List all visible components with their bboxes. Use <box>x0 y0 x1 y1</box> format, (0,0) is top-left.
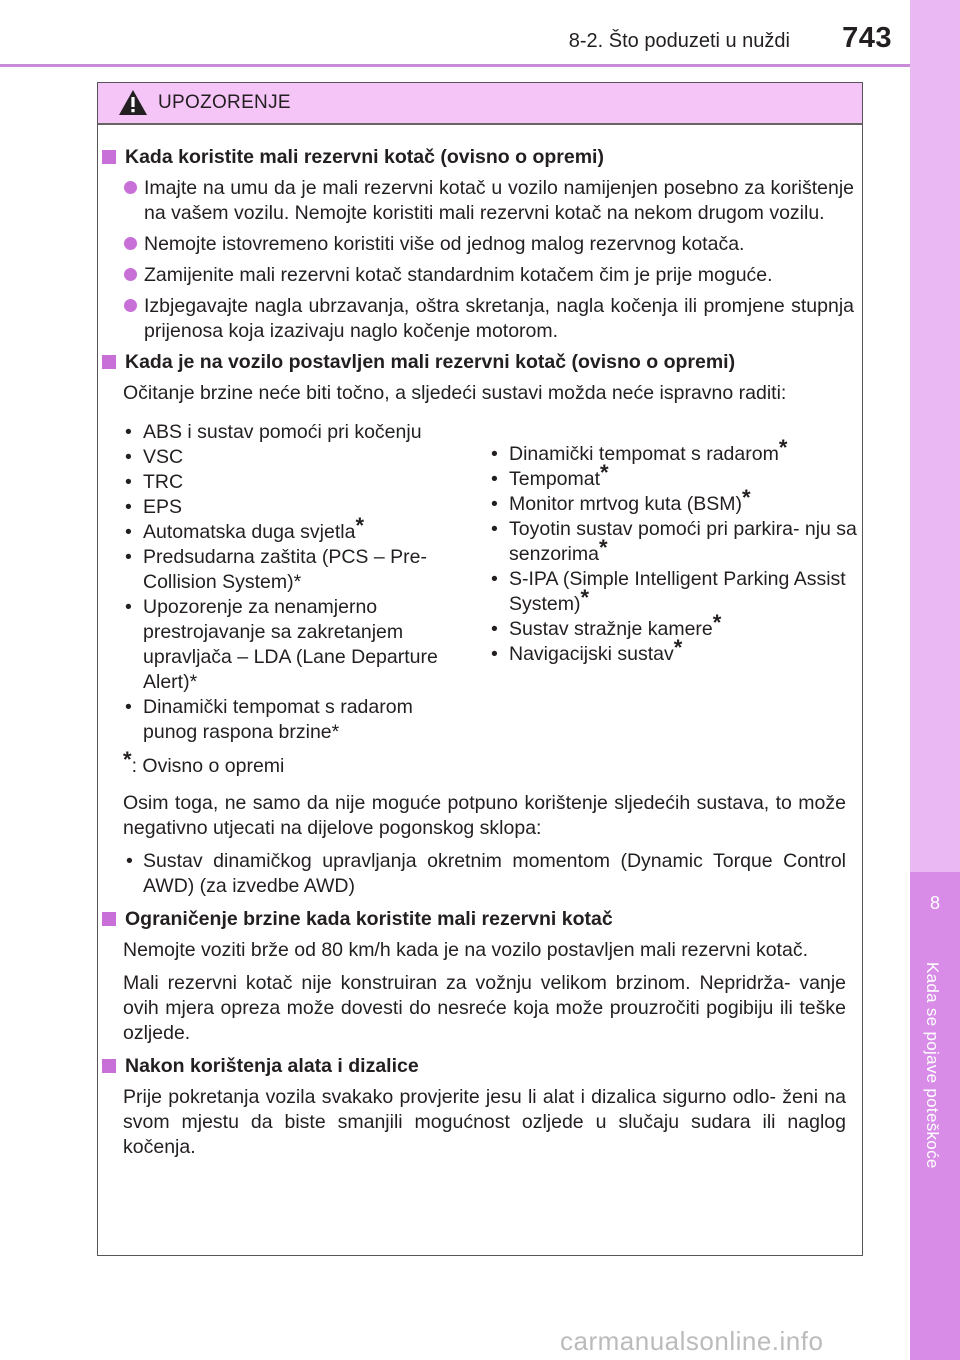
intro-paragraph: Očitanje brzine neće biti točno, a sljedeći sustavi možda neće ispravno raditi: <box>123 382 787 404</box>
header-rule <box>0 64 910 67</box>
paragraph: Prije pokretanja vozila svakako provjerite jesu li alat i dizalica sigurno odlo- ženi na svom mjestu da biste smanjili mogućnost ozljede u slučaju sudara ili naglog kočenja. <box>123 1086 846 1158</box>
list-item: • Automatska duga svjetla* <box>123 520 463 545</box>
list-item: • Tempomat* <box>489 467 859 492</box>
bullet-item: Zamijenite mali rezervni kotač standardnim kotačem čim je prije moguće. <box>98 263 862 288</box>
heading-small-spare: Kada koristite mali rezervni kotač (ovisno o opremi) <box>98 145 862 170</box>
heading-speed-limit: Ograničenje brzine kada koristite mali rezervni kotač <box>98 907 862 932</box>
list-item: • Upozorenje za nenamjerno prestrojavanje sa zakretanjem upravljača – LDA (Lane Departure Alert)* <box>123 595 463 695</box>
heading-spare-installed: Kada je na vozilo postavljen mali rezervni kotač (ovisno o opremi) <box>98 350 862 375</box>
heading-after-tools: Nakon korištenja alata i dizalice <box>98 1054 862 1079</box>
systems-list-right <box>489 434 859 667</box>
list-item: • Dinamički tempomat s radarom* <box>489 442 859 467</box>
watermark: carmanualsonline.info <box>560 1326 824 1356</box>
systems-list-left <box>123 420 463 745</box>
list-item: • Predsudarna zaštita (PCS – Pre-Collision System)* <box>123 545 463 595</box>
asterisk-mark: * <box>673 634 683 660</box>
list-item: • Dinamički tempomat s radarom punog raspona brzine* <box>123 695 463 745</box>
systems-list <box>98 420 862 750</box>
list-item: • Monitor mrtvog kuta (BSM)* <box>489 492 859 517</box>
warning-header <box>98 83 862 125</box>
list-item: • Sustav stražnje kamere* <box>489 617 859 642</box>
warning-title: UPOZORENJE <box>158 92 291 113</box>
bullet-item: Imajte na umu da je mali rezervni kotač u vozilo namijenjen posebno za korištenje na vašem vozilu. Nemojte koristiti mali rezervni kotač na nekom drugom vozilu. <box>98 176 862 226</box>
chapter-title: Kada se pojave poteškoće <box>923 962 942 1169</box>
asterisk-mark: * <box>123 746 132 772</box>
bullet-item: Izbjegavajte nagla ubrzavanja, oštra skretanja, nagla kočenja ili promjene stupnja prijenosa koja izazivaju naglo kočenje motorom. <box>98 294 862 344</box>
asterisk-mark: * <box>741 484 751 510</box>
footnote: *: Ovisno o opremi <box>123 746 285 777</box>
asterisk-mark: * <box>712 609 722 635</box>
list-item: • TRC <box>123 470 463 495</box>
paragraph: Osim toga, ne samo da nije moguće potpuno korištenje sljedećih sustava, to može negativno utjecati na dijelove pogonskog sklopa: <box>123 792 846 839</box>
asterisk-mark: * <box>598 534 608 560</box>
warning-box <box>97 82 863 1256</box>
list-item: • VSC <box>123 445 463 470</box>
paragraph: Mali rezervni kotač nije konstruiran za vožnju velikom brzinom. Nepridrža- vanje ovih mjera opreza može dovesti do nesreće koja može prouzročiti pogibiju ili teške ozljede. <box>123 972 846 1044</box>
asterisk-mark: * <box>355 512 365 538</box>
list-item: • S-IPA (Simple Intelligent Parking Assist System)* <box>489 567 859 617</box>
asterisk-mark: * <box>600 459 609 485</box>
asterisk-mark: * <box>580 584 590 610</box>
list-item: • Toyotin sustav pomoći pri parkira- nju sa senzorima* <box>489 517 859 567</box>
list-item: • Navigacijski sustav* <box>489 642 859 667</box>
list-item: • Sustav dinamičkog upravljanja okretnim momentom (Dynamic Torque Control AWD) (za izvedbe AWD) <box>98 849 862 899</box>
bullet-item: Nemojte istovremeno koristiti više od jednog malog rezervnog kotača. <box>98 232 862 257</box>
list-item: • ABS i sustav pomoći pri kočenju <box>123 420 463 445</box>
list-item: • EPS <box>123 495 463 520</box>
warning-triangle-icon <box>118 89 148 121</box>
sidebar-tab-top <box>910 0 960 872</box>
section-title: 8-2. Što poduzeti u nuždi <box>568 30 790 52</box>
asterisk-mark: * <box>778 434 788 460</box>
page-number: 743 <box>842 22 892 54</box>
paragraph: Nemojte voziti brže od 80 km/h kada je na vozilo postavljen mali rezervni kotač. <box>123 939 808 961</box>
warning-content <box>98 145 862 1168</box>
chapter-number: 8 <box>929 893 940 913</box>
